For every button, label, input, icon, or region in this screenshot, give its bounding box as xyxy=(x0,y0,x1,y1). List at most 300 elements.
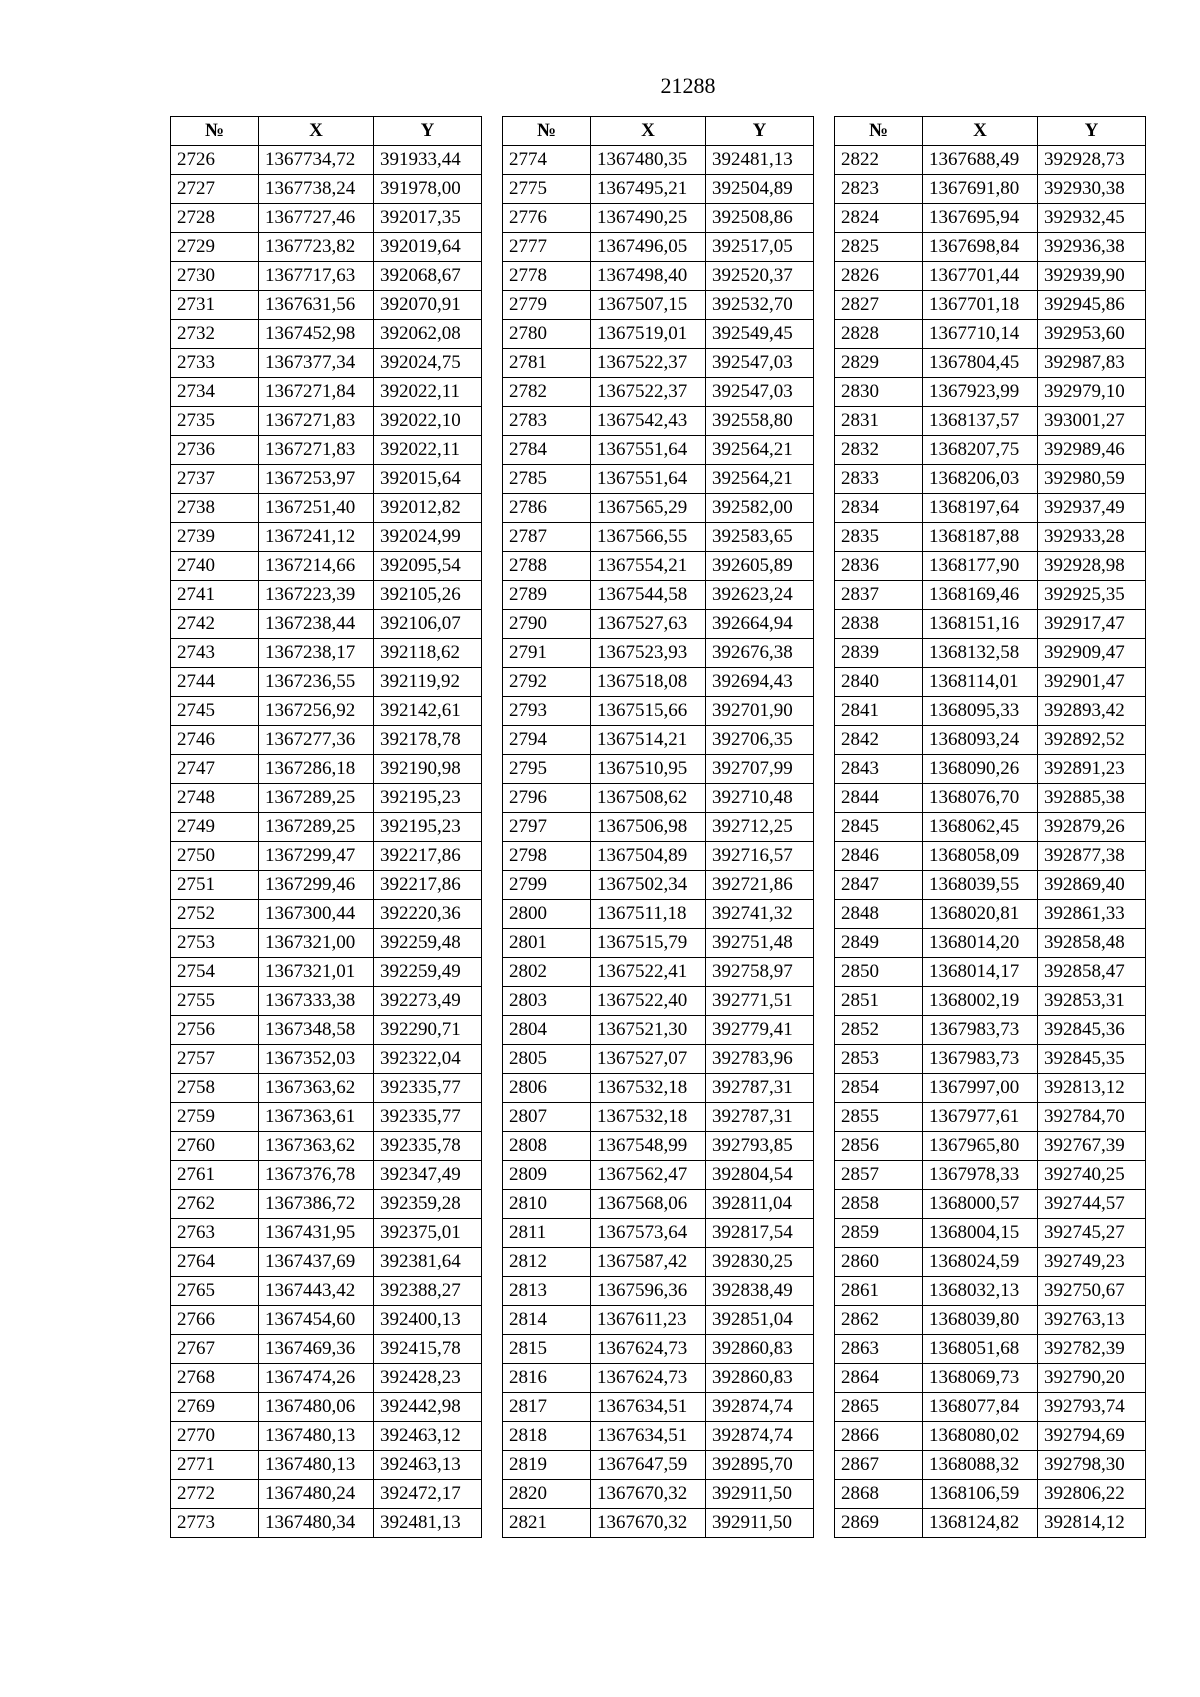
y-coordinate-cell: 392068,67 xyxy=(374,262,482,291)
x-coordinate-cell: 1367554,21 xyxy=(591,552,706,581)
table-row xyxy=(835,871,1146,900)
point-number-cell: 2852 xyxy=(835,1016,923,1045)
table-row xyxy=(503,146,814,175)
x-coordinate-cell: 1368058,09 xyxy=(923,842,1038,871)
y-coordinate-cell: 392415,78 xyxy=(374,1335,482,1364)
table-row xyxy=(835,1132,1146,1161)
table-row xyxy=(503,1103,814,1132)
column-header-x: X xyxy=(259,117,374,146)
point-number-cell: 2812 xyxy=(503,1248,591,1277)
table-row xyxy=(171,523,482,552)
table-row xyxy=(835,1480,1146,1509)
table-header-row xyxy=(835,117,1146,146)
table-row xyxy=(503,1422,814,1451)
x-coordinate-cell: 1367376,78 xyxy=(259,1161,374,1190)
y-coordinate-cell: 392817,54 xyxy=(706,1219,814,1248)
y-coordinate-cell: 392860,83 xyxy=(706,1335,814,1364)
x-coordinate-cell: 1367480,13 xyxy=(259,1422,374,1451)
table-row xyxy=(503,1306,814,1335)
y-coordinate-cell: 392811,04 xyxy=(706,1190,814,1219)
table-row xyxy=(503,1451,814,1480)
point-number-cell: 2824 xyxy=(835,204,923,233)
x-coordinate-cell: 1367469,36 xyxy=(259,1335,374,1364)
point-number-cell: 2850 xyxy=(835,958,923,987)
y-coordinate-cell: 392930,38 xyxy=(1038,175,1146,204)
x-coordinate-cell: 1367738,24 xyxy=(259,175,374,204)
table-row xyxy=(835,1016,1146,1045)
point-number-cell: 2768 xyxy=(171,1364,259,1393)
table-row xyxy=(835,320,1146,349)
x-coordinate-cell: 1368090,26 xyxy=(923,755,1038,784)
y-coordinate-cell: 392937,49 xyxy=(1038,494,1146,523)
point-number-cell: 2770 xyxy=(171,1422,259,1451)
y-coordinate-cell: 392741,32 xyxy=(706,900,814,929)
table-row xyxy=(503,784,814,813)
table-row xyxy=(503,1393,814,1422)
x-coordinate-cell: 1367551,64 xyxy=(591,465,706,494)
table-row xyxy=(835,784,1146,813)
table-row xyxy=(835,1422,1146,1451)
y-coordinate-cell: 391933,44 xyxy=(374,146,482,175)
x-coordinate-cell: 1367271,83 xyxy=(259,436,374,465)
y-coordinate-cell: 392740,25 xyxy=(1038,1161,1146,1190)
x-coordinate-cell: 1367480,13 xyxy=(259,1451,374,1480)
x-coordinate-cell: 1367515,79 xyxy=(591,929,706,958)
x-coordinate-cell: 1367443,42 xyxy=(259,1277,374,1306)
y-coordinate-cell: 392105,26 xyxy=(374,581,482,610)
y-coordinate-cell: 392582,00 xyxy=(706,494,814,523)
x-coordinate-cell: 1367527,07 xyxy=(591,1045,706,1074)
point-number-cell: 2748 xyxy=(171,784,259,813)
y-coordinate-cell: 392022,11 xyxy=(374,378,482,407)
x-coordinate-cell: 1367670,32 xyxy=(591,1480,706,1509)
point-number-cell: 2726 xyxy=(171,146,259,175)
point-number-cell: 2805 xyxy=(503,1045,591,1074)
point-number-cell: 2809 xyxy=(503,1161,591,1190)
x-coordinate-cell: 1367300,44 xyxy=(259,900,374,929)
point-number-cell: 2801 xyxy=(503,929,591,958)
y-coordinate-cell: 392335,78 xyxy=(374,1132,482,1161)
y-coordinate-cell: 392874,74 xyxy=(706,1422,814,1451)
column-header-x: X xyxy=(923,117,1038,146)
table-row xyxy=(835,726,1146,755)
table-row xyxy=(835,291,1146,320)
y-coordinate-cell: 392472,17 xyxy=(374,1480,482,1509)
x-coordinate-cell: 1367321,00 xyxy=(259,929,374,958)
point-number-cell: 2849 xyxy=(835,929,923,958)
x-coordinate-cell: 1368151,16 xyxy=(923,610,1038,639)
point-number-cell: 2834 xyxy=(835,494,923,523)
x-coordinate-cell: 1368106,59 xyxy=(923,1480,1038,1509)
point-number-cell: 2729 xyxy=(171,233,259,262)
table-row xyxy=(503,494,814,523)
table-header-row xyxy=(503,117,814,146)
y-coordinate-cell: 392758,97 xyxy=(706,958,814,987)
table-row xyxy=(503,900,814,929)
point-number-cell: 2858 xyxy=(835,1190,923,1219)
table-row xyxy=(171,1248,482,1277)
x-coordinate-cell: 1368095,33 xyxy=(923,697,1038,726)
y-coordinate-cell: 392858,47 xyxy=(1038,958,1146,987)
x-coordinate-cell: 1367348,58 xyxy=(259,1016,374,1045)
x-coordinate-cell: 1367698,84 xyxy=(923,233,1038,262)
table-row xyxy=(503,697,814,726)
table-row xyxy=(171,871,482,900)
point-number-cell: 2804 xyxy=(503,1016,591,1045)
table-row xyxy=(835,958,1146,987)
table-row xyxy=(171,1393,482,1422)
point-number-cell: 2785 xyxy=(503,465,591,494)
table-row xyxy=(835,523,1146,552)
point-number-cell: 2841 xyxy=(835,697,923,726)
x-coordinate-cell: 1367363,62 xyxy=(259,1132,374,1161)
y-coordinate-cell: 392793,74 xyxy=(1038,1393,1146,1422)
table-row xyxy=(171,929,482,958)
table-row xyxy=(835,1451,1146,1480)
point-number-cell: 2814 xyxy=(503,1306,591,1335)
point-number-cell: 2828 xyxy=(835,320,923,349)
point-number-cell: 2752 xyxy=(171,900,259,929)
x-coordinate-cell: 1367634,51 xyxy=(591,1393,706,1422)
table-row xyxy=(503,1480,814,1509)
x-coordinate-cell: 1368187,88 xyxy=(923,523,1038,552)
table-row xyxy=(503,378,814,407)
y-coordinate-cell: 392564,21 xyxy=(706,436,814,465)
y-coordinate-cell: 392794,69 xyxy=(1038,1422,1146,1451)
y-coordinate-cell: 392095,54 xyxy=(374,552,482,581)
y-coordinate-cell: 392932,45 xyxy=(1038,204,1146,233)
point-number-cell: 2844 xyxy=(835,784,923,813)
table-row xyxy=(503,842,814,871)
table-row xyxy=(835,755,1146,784)
table-body xyxy=(171,146,482,1538)
table-row xyxy=(835,262,1146,291)
x-coordinate-cell: 1368069,73 xyxy=(923,1364,1038,1393)
point-number-cell: 2796 xyxy=(503,784,591,813)
y-coordinate-cell: 392909,47 xyxy=(1038,639,1146,668)
y-coordinate-cell: 392707,99 xyxy=(706,755,814,784)
table-row xyxy=(171,842,482,871)
x-coordinate-cell: 1367299,46 xyxy=(259,871,374,900)
point-number-cell: 2727 xyxy=(171,175,259,204)
y-coordinate-cell: 392508,86 xyxy=(706,204,814,233)
y-coordinate-cell: 392504,89 xyxy=(706,175,814,204)
point-number-cell: 2837 xyxy=(835,581,923,610)
table-row xyxy=(503,552,814,581)
x-coordinate-cell: 1367965,80 xyxy=(923,1132,1038,1161)
point-number-cell: 2826 xyxy=(835,262,923,291)
point-number-cell: 2769 xyxy=(171,1393,259,1422)
y-coordinate-cell: 392481,13 xyxy=(374,1509,482,1538)
point-number-cell: 2832 xyxy=(835,436,923,465)
point-number-cell: 2775 xyxy=(503,175,591,204)
table-row xyxy=(835,1335,1146,1364)
point-number-cell: 2774 xyxy=(503,146,591,175)
y-coordinate-cell: 392874,74 xyxy=(706,1393,814,1422)
y-coordinate-cell: 392706,35 xyxy=(706,726,814,755)
x-coordinate-cell: 1367321,01 xyxy=(259,958,374,987)
point-number-cell: 2781 xyxy=(503,349,591,378)
x-coordinate-cell: 1368077,84 xyxy=(923,1393,1038,1422)
point-number-cell: 2751 xyxy=(171,871,259,900)
y-coordinate-cell: 392751,48 xyxy=(706,929,814,958)
x-coordinate-cell: 1367983,73 xyxy=(923,1016,1038,1045)
table-row xyxy=(503,204,814,233)
table-row xyxy=(835,610,1146,639)
y-coordinate-cell: 392861,33 xyxy=(1038,900,1146,929)
y-coordinate-cell: 392335,77 xyxy=(374,1074,482,1103)
table-row xyxy=(835,1248,1146,1277)
table-body xyxy=(835,146,1146,1538)
y-coordinate-cell: 392877,38 xyxy=(1038,842,1146,871)
y-coordinate-cell: 392989,46 xyxy=(1038,436,1146,465)
y-coordinate-cell: 392217,86 xyxy=(374,842,482,871)
table-row xyxy=(503,1132,814,1161)
table-row xyxy=(171,291,482,320)
table-row xyxy=(503,349,814,378)
y-coordinate-cell: 392070,91 xyxy=(374,291,482,320)
point-number-cell: 2734 xyxy=(171,378,259,407)
table-row xyxy=(171,1190,482,1219)
point-number-cell: 2736 xyxy=(171,436,259,465)
table-row xyxy=(835,407,1146,436)
point-number-cell: 2838 xyxy=(835,610,923,639)
y-coordinate-cell: 392830,25 xyxy=(706,1248,814,1277)
table-row xyxy=(835,581,1146,610)
point-number-cell: 2731 xyxy=(171,291,259,320)
y-coordinate-cell: 392790,20 xyxy=(1038,1364,1146,1393)
y-coordinate-cell: 392749,23 xyxy=(1038,1248,1146,1277)
table-row xyxy=(835,1103,1146,1132)
y-coordinate-cell: 392442,98 xyxy=(374,1393,482,1422)
table-row xyxy=(171,349,482,378)
point-number-cell: 2811 xyxy=(503,1219,591,1248)
table-row xyxy=(171,262,482,291)
y-coordinate-cell: 392838,49 xyxy=(706,1277,814,1306)
y-coordinate-cell: 392928,73 xyxy=(1038,146,1146,175)
y-coordinate-cell: 392745,27 xyxy=(1038,1219,1146,1248)
y-coordinate-cell: 392532,70 xyxy=(706,291,814,320)
y-coordinate-cell: 392953,60 xyxy=(1038,320,1146,349)
y-coordinate-cell: 392388,27 xyxy=(374,1277,482,1306)
table-row xyxy=(835,813,1146,842)
y-coordinate-cell: 392558,80 xyxy=(706,407,814,436)
x-coordinate-cell: 1367214,66 xyxy=(259,552,374,581)
y-coordinate-cell: 392547,03 xyxy=(706,349,814,378)
point-number-cell: 2822 xyxy=(835,146,923,175)
x-coordinate-cell: 1367490,25 xyxy=(591,204,706,233)
point-number-cell: 2763 xyxy=(171,1219,259,1248)
x-coordinate-cell: 1367253,97 xyxy=(259,465,374,494)
point-number-cell: 2819 xyxy=(503,1451,591,1480)
point-number-cell: 2845 xyxy=(835,813,923,842)
y-coordinate-cell: 392716,57 xyxy=(706,842,814,871)
page-number: 21288 xyxy=(660,73,716,98)
x-coordinate-cell: 1367717,63 xyxy=(259,262,374,291)
point-number-cell: 2765 xyxy=(171,1277,259,1306)
point-number-cell: 2827 xyxy=(835,291,923,320)
y-coordinate-cell: 392119,92 xyxy=(374,668,482,697)
point-number-cell: 2799 xyxy=(503,871,591,900)
point-number-cell: 2807 xyxy=(503,1103,591,1132)
table-row xyxy=(503,668,814,697)
y-coordinate-cell: 392892,52 xyxy=(1038,726,1146,755)
x-coordinate-cell: 1367565,29 xyxy=(591,494,706,523)
y-coordinate-cell: 392895,70 xyxy=(706,1451,814,1480)
x-coordinate-cell: 1367363,61 xyxy=(259,1103,374,1132)
table-row xyxy=(503,291,814,320)
point-number-cell: 2869 xyxy=(835,1509,923,1538)
x-coordinate-cell: 1367923,99 xyxy=(923,378,1038,407)
point-number-cell: 2782 xyxy=(503,378,591,407)
y-coordinate-cell: 392858,48 xyxy=(1038,929,1146,958)
table-row xyxy=(503,958,814,987)
table-row xyxy=(835,987,1146,1016)
y-coordinate-cell: 392925,35 xyxy=(1038,581,1146,610)
table-row xyxy=(503,175,814,204)
x-coordinate-cell: 1367498,40 xyxy=(591,262,706,291)
y-coordinate-cell: 392024,99 xyxy=(374,523,482,552)
x-coordinate-cell: 1367238,44 xyxy=(259,610,374,639)
point-number-cell: 2790 xyxy=(503,610,591,639)
point-number-cell: 2747 xyxy=(171,755,259,784)
point-number-cell: 2836 xyxy=(835,552,923,581)
point-number-cell: 2758 xyxy=(171,1074,259,1103)
point-number-cell: 2847 xyxy=(835,871,923,900)
point-number-cell: 2787 xyxy=(503,523,591,552)
x-coordinate-cell: 1367522,40 xyxy=(591,987,706,1016)
table-row xyxy=(835,1045,1146,1074)
table-row xyxy=(835,349,1146,378)
table-row xyxy=(171,1045,482,1074)
y-coordinate-cell: 392869,40 xyxy=(1038,871,1146,900)
x-coordinate-cell: 1368197,64 xyxy=(923,494,1038,523)
x-coordinate-cell: 1367532,18 xyxy=(591,1074,706,1103)
table-row xyxy=(835,1277,1146,1306)
point-number-cell: 2783 xyxy=(503,407,591,436)
x-coordinate-cell: 1367431,95 xyxy=(259,1219,374,1248)
y-coordinate-cell: 392885,38 xyxy=(1038,784,1146,813)
table-row xyxy=(503,1219,814,1248)
table-row xyxy=(835,1190,1146,1219)
table-row xyxy=(171,1451,482,1480)
point-number-cell: 2744 xyxy=(171,668,259,697)
table-row xyxy=(503,233,814,262)
y-coordinate-cell: 392347,49 xyxy=(374,1161,482,1190)
coordinates-table-1 xyxy=(170,116,482,1538)
table-row xyxy=(171,639,482,668)
point-number-cell: 2854 xyxy=(835,1074,923,1103)
point-number-cell: 2737 xyxy=(171,465,259,494)
x-coordinate-cell: 1367474,26 xyxy=(259,1364,374,1393)
point-number-cell: 2749 xyxy=(171,813,259,842)
y-coordinate-cell: 392787,31 xyxy=(706,1103,814,1132)
y-coordinate-cell: 392744,57 xyxy=(1038,1190,1146,1219)
y-coordinate-cell: 392195,23 xyxy=(374,813,482,842)
x-coordinate-cell: 1367241,12 xyxy=(259,523,374,552)
table-row xyxy=(503,407,814,436)
x-coordinate-cell: 1367251,40 xyxy=(259,494,374,523)
x-coordinate-cell: 1368000,57 xyxy=(923,1190,1038,1219)
x-coordinate-cell: 1368039,55 xyxy=(923,871,1038,900)
column-header-number: № xyxy=(171,117,259,146)
table-row xyxy=(171,378,482,407)
table-row xyxy=(835,233,1146,262)
table-row xyxy=(503,1016,814,1045)
x-coordinate-cell: 1368020,81 xyxy=(923,900,1038,929)
y-coordinate-cell: 392721,86 xyxy=(706,871,814,900)
table-row xyxy=(835,436,1146,465)
x-coordinate-cell: 1367634,51 xyxy=(591,1422,706,1451)
x-coordinate-cell: 1367997,00 xyxy=(923,1074,1038,1103)
column-header-y: Y xyxy=(706,117,814,146)
table-row xyxy=(835,668,1146,697)
y-coordinate-cell: 392062,08 xyxy=(374,320,482,349)
table-row xyxy=(171,407,482,436)
table-row xyxy=(171,320,482,349)
point-number-cell: 2762 xyxy=(171,1190,259,1219)
x-coordinate-cell: 1368206,03 xyxy=(923,465,1038,494)
y-coordinate-cell: 392933,28 xyxy=(1038,523,1146,552)
x-coordinate-cell: 1367504,89 xyxy=(591,842,706,871)
x-coordinate-cell: 1367701,44 xyxy=(923,262,1038,291)
x-coordinate-cell: 1367566,55 xyxy=(591,523,706,552)
x-coordinate-cell: 1367271,84 xyxy=(259,378,374,407)
x-coordinate-cell: 1367723,82 xyxy=(259,233,374,262)
table-row xyxy=(835,842,1146,871)
table-row xyxy=(503,755,814,784)
y-coordinate-cell: 391978,00 xyxy=(374,175,482,204)
x-coordinate-cell: 1367548,99 xyxy=(591,1132,706,1161)
y-coordinate-cell: 392017,35 xyxy=(374,204,482,233)
point-number-cell: 2810 xyxy=(503,1190,591,1219)
y-coordinate-cell: 392784,70 xyxy=(1038,1103,1146,1132)
y-coordinate-cell: 392980,59 xyxy=(1038,465,1146,494)
x-coordinate-cell: 1367289,25 xyxy=(259,813,374,842)
y-coordinate-cell: 392259,49 xyxy=(374,958,482,987)
point-number-cell: 2859 xyxy=(835,1219,923,1248)
x-coordinate-cell: 1368062,45 xyxy=(923,813,1038,842)
point-number-cell: 2788 xyxy=(503,552,591,581)
x-coordinate-cell: 1367804,45 xyxy=(923,349,1038,378)
x-coordinate-cell: 1367299,47 xyxy=(259,842,374,871)
x-coordinate-cell: 1368177,90 xyxy=(923,552,1038,581)
x-coordinate-cell: 1367386,72 xyxy=(259,1190,374,1219)
y-coordinate-cell: 392549,45 xyxy=(706,320,814,349)
table-row xyxy=(171,610,482,639)
point-number-cell: 2753 xyxy=(171,929,259,958)
table-row xyxy=(171,1016,482,1045)
y-coordinate-cell: 392220,36 xyxy=(374,900,482,929)
y-coordinate-cell: 392481,13 xyxy=(706,146,814,175)
point-number-cell: 2730 xyxy=(171,262,259,291)
point-number-cell: 2806 xyxy=(503,1074,591,1103)
y-coordinate-cell: 392798,30 xyxy=(1038,1451,1146,1480)
y-coordinate-cell: 392911,50 xyxy=(706,1509,814,1538)
y-coordinate-cell: 392517,05 xyxy=(706,233,814,262)
x-coordinate-cell: 1368051,68 xyxy=(923,1335,1038,1364)
x-coordinate-cell: 1367238,17 xyxy=(259,639,374,668)
x-coordinate-cell: 1367587,42 xyxy=(591,1248,706,1277)
y-coordinate-cell: 392767,39 xyxy=(1038,1132,1146,1161)
x-coordinate-cell: 1367277,36 xyxy=(259,726,374,755)
point-number-cell: 2843 xyxy=(835,755,923,784)
point-number-cell: 2865 xyxy=(835,1393,923,1422)
table-row xyxy=(503,929,814,958)
point-number-cell: 2746 xyxy=(171,726,259,755)
table-row xyxy=(171,494,482,523)
table-row xyxy=(171,958,482,987)
